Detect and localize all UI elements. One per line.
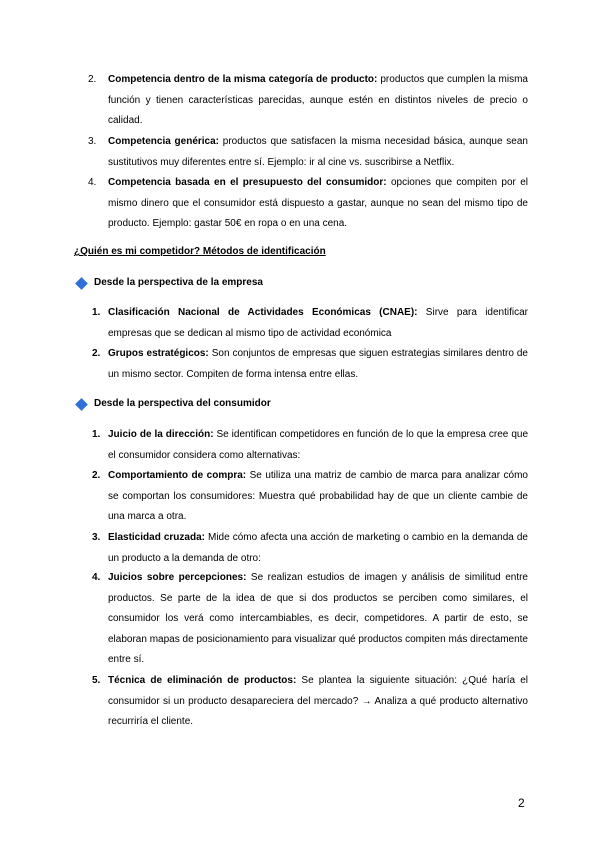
list-item-text (108, 70, 528, 132)
item-description: Se realizan estudios de imagen y análisis de similitud entre productos. Se parte de la idea de que si dos productos se perciben como similares, el consumidor los verá como intercambiables, es decir, competidores. A partir de esto, se elaboran mapas de posicionamiento para visualizar qué productos compiten más directamente entre sí. (108, 572, 528, 665)
list-item-text (108, 173, 528, 235)
list-number: 2. (92, 470, 101, 481)
list-number: 2. (88, 74, 97, 85)
diamond-bullet-icon (75, 277, 88, 290)
list-number: 4. (92, 572, 101, 583)
item-description: Se identifican competidores en función de lo que la empresa cree que el consumidor considera como alternativas: (108, 429, 529, 461)
item-term: Competencia basada en el presupuesto del consumidor: (108, 177, 387, 188)
item-term: Grupos estratégicos: (108, 348, 209, 359)
diamond-bullet-icon (75, 398, 88, 411)
list-number: 4. (88, 177, 97, 188)
item-description: opciones que compiten por el mismo dinero que el consumidor está dispuesto a gastar, aunque no sean del mismo tipo de producto. Ejemplo: gastar 50€ en ropa o en una cena. (108, 177, 529, 229)
list-number: 3. (88, 136, 97, 147)
item-description: Se plantea la siguiente situación: ¿Qué haría el consumidor si un producto desapareciera del mercado? → Analiza a qué producto alternativo recurriría el cliente. (108, 675, 528, 727)
list-number: 1. (92, 307, 101, 318)
subsection-title-empresa (74, 275, 263, 291)
item-term: Competencia genérica: (108, 136, 220, 147)
item-term: Competencia dentro de la misma categoría de producto: (108, 74, 378, 85)
item-term: Juicio de la dirección: (108, 429, 214, 440)
list-number: 3. (92, 532, 101, 543)
list-item-text (108, 528, 528, 569)
item-term: Juicios sobre percepciones: (108, 572, 247, 583)
subsection-title-text: Desde la perspectiva de la empresa (94, 277, 263, 288)
list-item-text (108, 568, 528, 671)
item-description: Mide cómo afecta una acción de marketing o cambio en la demanda de un producto a la demanda de otro: (108, 532, 528, 564)
item-description: Se utiliza una matriz de cambio de marca para analizar cómo se comportan los consumidores: Muestra qué probabilidad hay de que un cliente cambie de una marca a otra. (108, 470, 528, 522)
list-item-text (108, 303, 528, 344)
item-description: productos que satisfacen la misma necesidad básica, aunque sean sustitutivos muy diferentes entre sí. Ejemplo: ir al cine vs. suscribirse a Netflix. (108, 136, 528, 168)
subsection-title-text: Desde la perspectiva del consumidor (94, 398, 271, 409)
section-heading: ¿Quién es mi competidor? Métodos de identificación (74, 246, 326, 257)
subsection-title-consumidor (74, 396, 271, 412)
list-item-text (108, 466, 528, 528)
item-term: Técnica de eliminación de productos: (108, 675, 297, 686)
list-number: 1. (92, 429, 101, 440)
list-item-text (108, 425, 528, 466)
list-item-text (108, 344, 528, 385)
item-term: Comportamiento de compra: (108, 470, 247, 481)
list-item-text (108, 671, 528, 733)
item-description: Sirve para identificar empresas que se dedican al mismo tipo de actividad económica (108, 307, 528, 339)
item-term: Elasticidad cruzada: (108, 532, 205, 543)
item-description: Son conjuntos de empresas que siguen estrategias similares dentro de un mismo sector. Compiten de forma intensa entre ellas. (108, 348, 528, 380)
page-number: 2 (518, 796, 525, 810)
list-item-text (108, 132, 528, 173)
item-term: Clasificación Nacional de Actividades Económicas (CNAE): (108, 307, 418, 318)
item-description: productos que cumplen la misma función y tienen características parecidas, aunque estén en distintos niveles de precio o calidad. (108, 74, 528, 126)
list-number: 2. (92, 348, 101, 359)
list-number: 5. (92, 675, 101, 686)
